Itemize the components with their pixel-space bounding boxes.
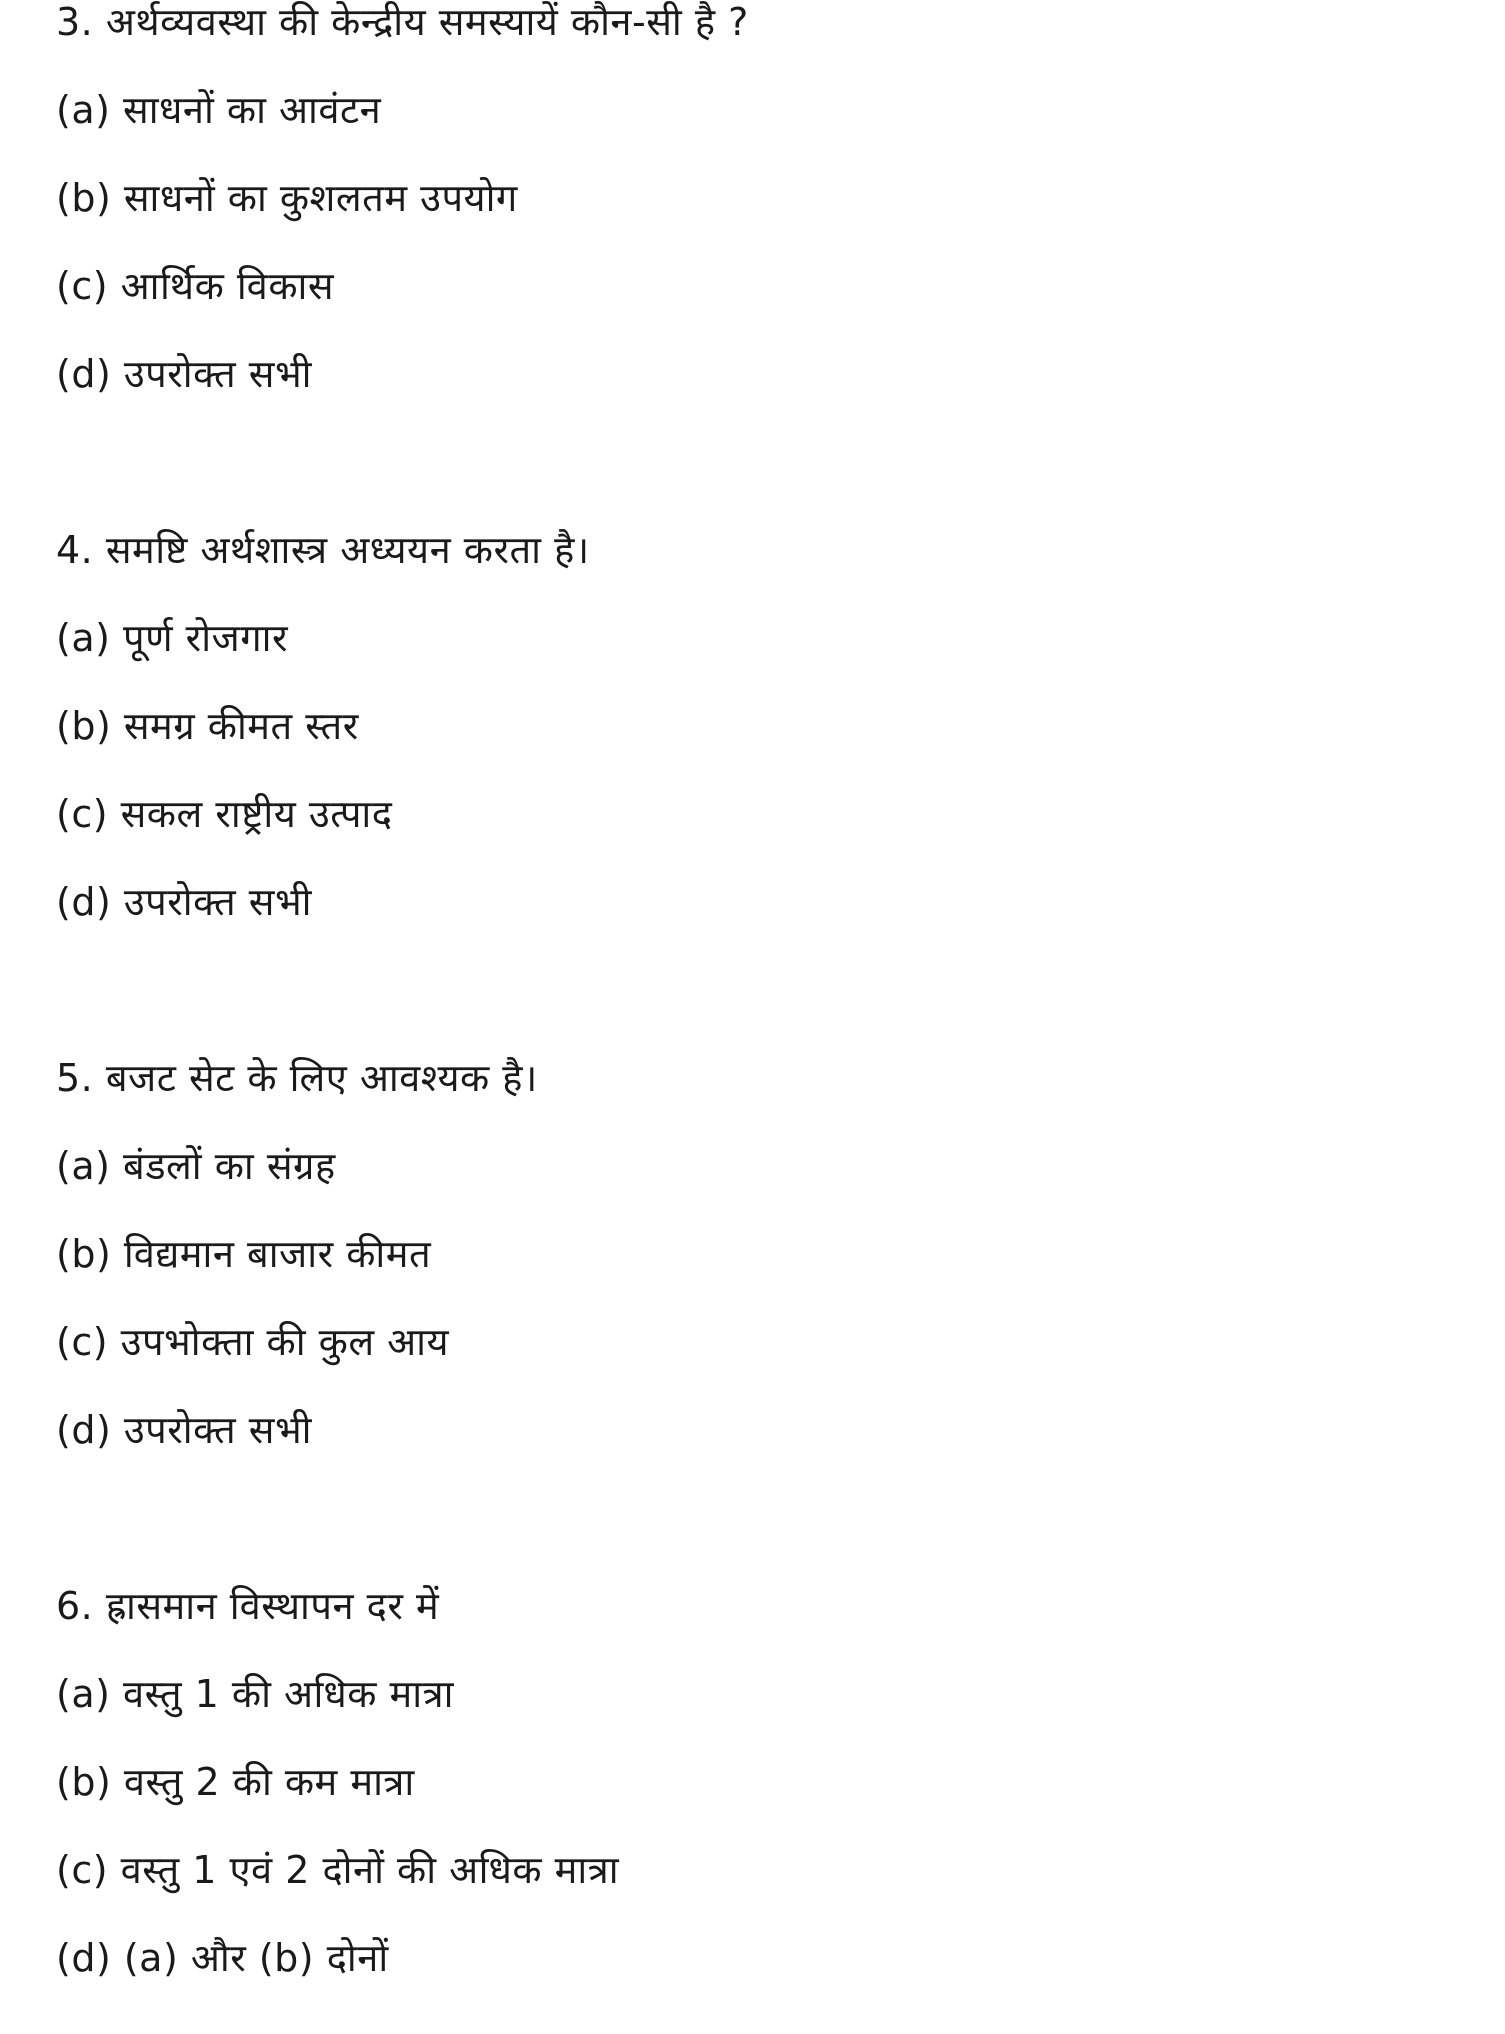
option-c: (c) आर्थिक विकास (56, 264, 335, 308)
question-3 (56, 0, 1456, 440)
option-c: (c) सकल राष्ट्रीय उत्पाद (56, 792, 393, 836)
option-a: (a) साधनों का आवंटन (56, 88, 382, 132)
option-a: (a) बंडलों का संग्रह (56, 1144, 336, 1188)
option-c: (c) उपभोक्ता की कुल आय (56, 1320, 450, 1364)
option-b: (b) समग्र कीमत स्तर (56, 704, 359, 748)
option-a: (a) वस्तु 1 की अधिक मात्रा (56, 1672, 454, 1716)
question-6 (56, 1584, 1456, 2024)
question-4 (56, 528, 1456, 968)
option-d: (d) (a) और (b) दोनों (56, 1936, 389, 1980)
option-b: (b) विद्यमान बाजार कीमत (56, 1232, 432, 1276)
option-d: (d) उपरोक्त सभी (56, 352, 312, 396)
question-5 (56, 1056, 1456, 1496)
option-a: (a) पूर्ण रोजगार (56, 616, 289, 660)
option-b: (b) साधनों का कुशलतम उपयोग (56, 176, 518, 220)
question-text: 4. समष्टि अर्थशास्त्र अध्ययन करता है। (56, 528, 590, 572)
option-b: (b) वस्तु 2 की कम मात्रा (56, 1760, 415, 1804)
question-text: 3. अर्थव्यवस्था की केन्द्रीय समस्यायें कौन-सी है ? (56, 0, 749, 44)
spacer (56, 968, 1456, 1056)
option-c: (c) वस्तु 1 एवं 2 दोनों की अधिक मात्रा (56, 1848, 620, 1892)
question-text: 6. ह्रासमान विस्थापन दर में (56, 1584, 440, 1628)
option-d: (d) उपरोक्त सभी (56, 1408, 312, 1452)
spacer (56, 440, 1456, 528)
option-d: (d) उपरोक्त सभी (56, 880, 312, 924)
question-page (56, 0, 1456, 2024)
question-text: 5. बजट सेट के लिए आवश्यक है। (56, 1056, 538, 1100)
spacer (56, 1496, 1456, 1584)
